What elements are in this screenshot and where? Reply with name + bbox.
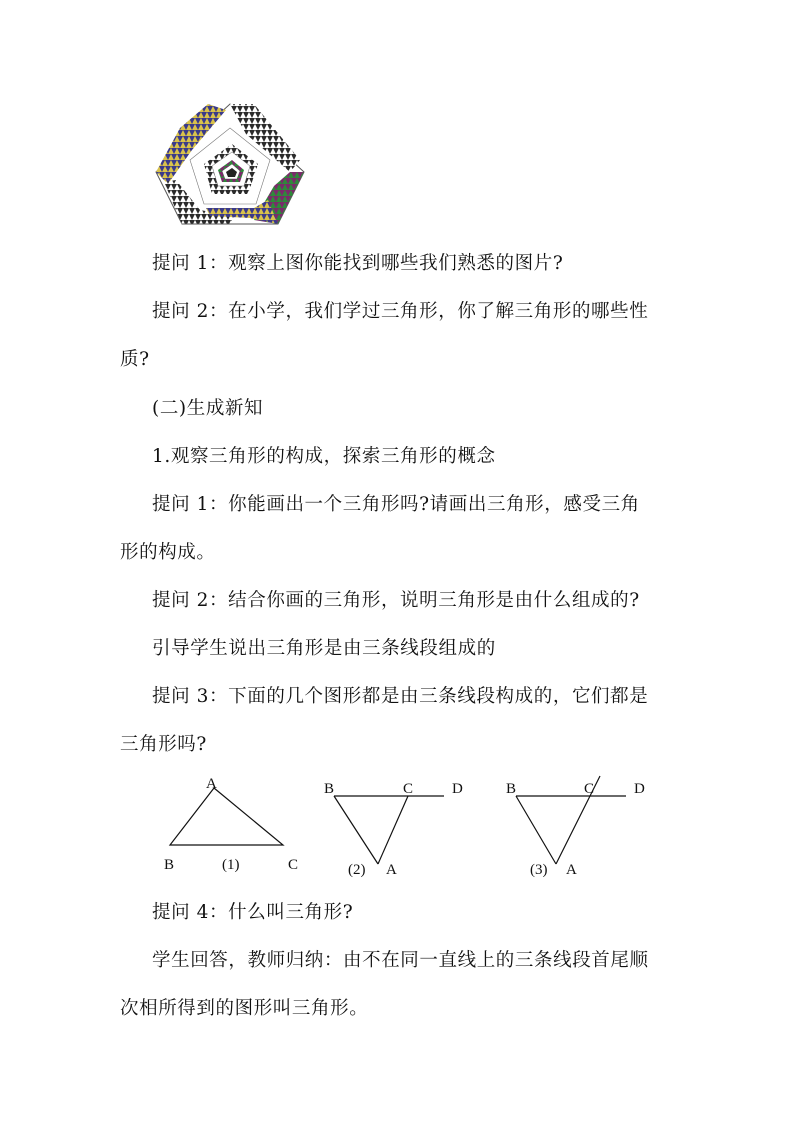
question-3-line-2: 三角形吗?: [120, 734, 207, 755]
fig3-number: (3): [530, 862, 548, 878]
guidance-text: 引导学生说出三角形是由三条线段组成的: [152, 638, 496, 659]
question-1: 提问 1：观察上图你能找到哪些我们熟悉的图片?: [152, 253, 564, 274]
fig1-number: (1): [222, 857, 240, 873]
fig3-label-c: C: [584, 781, 595, 797]
fig3-label-d: D: [634, 781, 645, 797]
fig2-number: (2): [348, 862, 366, 878]
question-1b-line-1: 提问 1：你能画出一个三角形吗?请画出三角形，感受三角: [152, 494, 640, 515]
figure-1: [164, 776, 298, 873]
question-2-line-1: 提问 2：在小学，我们学过三角形，你了解三角形的哪些性: [152, 301, 649, 322]
definition-line-1: 学生回答，教师归纳：由不在同一直线上的三条线段首尾顺: [152, 950, 649, 971]
question-2-line-2: 质?: [120, 349, 150, 370]
subsection-heading: 1.观察三角形的构成，探索三角形的概念: [152, 446, 496, 467]
question-1b-line-2: 形的构成。: [120, 542, 216, 563]
fig2-label-c: C: [403, 781, 414, 797]
fig1-label-b: B: [164, 857, 175, 873]
fig1-label-c: C: [288, 857, 299, 873]
figure-2: [324, 781, 463, 878]
triangle-figures: [150, 770, 670, 885]
section-heading: (二)生成新知: [152, 398, 264, 419]
definition-line-2: 次相所得到的图形叫三角形。: [120, 998, 369, 1019]
question-3-line-1: 提问 3：下面的几个图形都是由三条线段构成的，它们都是: [152, 686, 649, 707]
figure-3: [506, 776, 645, 878]
question-2b: 提问 2：结合你画的三角形，说明三角形是由什么组成的?: [152, 590, 640, 611]
fig3-label-a: A: [566, 862, 577, 878]
fig2-label-b: B: [324, 781, 335, 797]
fig2-label-d: D: [452, 781, 463, 797]
question-4: 提问 4：什么叫三角形?: [152, 902, 354, 923]
fig3-label-b: B: [506, 781, 517, 797]
fig1-label-a: A: [206, 776, 217, 792]
fig2-label-a: A: [386, 862, 397, 878]
nested-pentagon-picture: [150, 100, 310, 225]
